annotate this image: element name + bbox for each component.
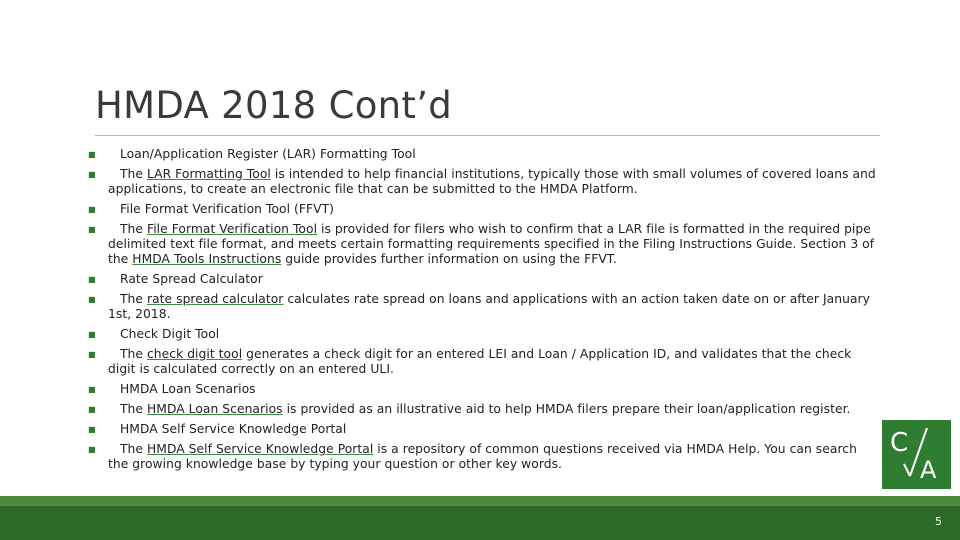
item-heading: HMDA Self Service Knowledge Portal: [120, 422, 347, 436]
hmda-tools-instructions-link[interactable]: HMDA Tools Instructions: [132, 252, 282, 266]
list-item: [88, 147, 878, 162]
ca-logo-icon: [882, 420, 951, 489]
list-item: [88, 327, 878, 342]
item-text: is a repository of common questions received via HMDA Help. You can search the growing knowledge base by typing your question or other key words.: [108, 442, 857, 471]
bullet-icon: ■: [88, 330, 96, 339]
list-item: [88, 222, 878, 267]
rate-spread-calculator-link[interactable]: rate spread calculator: [146, 292, 284, 306]
bullet-icon: ■: [88, 385, 96, 394]
list-item: [88, 382, 878, 397]
item-text: is provided as an illustrative aid to help HMDA filers prepare their loan/application register.: [282, 402, 851, 416]
bullet-icon: ■: [88, 445, 96, 454]
ca-logo: [882, 420, 951, 489]
lar-formatting-tool-link[interactable]: LAR Formatting Tool: [146, 167, 271, 181]
hmda-self-service-portal-link[interactable]: HMDA Self Service Knowledge Portal: [146, 442, 374, 456]
list-item: [88, 292, 878, 322]
logo-letter-a: A: [920, 456, 937, 484]
footer-accent-strip: [0, 496, 960, 506]
item-text: guide provides further information on using the FFVT.: [281, 252, 617, 266]
bullet-icon: ■: [88, 295, 96, 304]
list-item: [88, 272, 878, 287]
list-item: [88, 167, 878, 197]
hmda-loan-scenarios-link[interactable]: HMDA Loan Scenarios: [146, 402, 283, 416]
item-text: calculates rate spread on loans and applications with an action taken date on or after January 1st, 2018.: [108, 292, 870, 321]
item-text: generates a check digit for an entered LEI and Loan / Application ID, and validates that the check digit is calculated correctly on an entered ULI.: [108, 347, 852, 376]
item-heading: Rate Spread Calculator: [120, 272, 263, 286]
check-digit-tool-link[interactable]: check digit tool: [146, 347, 243, 361]
bullet-icon: ■: [88, 150, 96, 159]
page-number: 5: [935, 515, 942, 528]
logo-letter-c: C: [890, 428, 909, 458]
item-text: The: [120, 402, 147, 416]
item-heading: Check Digit Tool: [120, 327, 220, 341]
item-heading: File Format Verification Tool (FFVT): [120, 202, 334, 216]
bullet-list: [88, 147, 878, 477]
item-heading: Loan/Application Register (LAR) Formatting Tool: [120, 147, 416, 161]
item-text: is provided for filers who wish to confirm that a LAR file is formatted in the required pipe delimited text file format, and meets certain formatting requirements specified in the Filing Instructions Guide. Section 3 of the: [108, 222, 875, 266]
item-text: The: [120, 442, 147, 456]
bullet-icon: ■: [88, 350, 96, 359]
item-text: The: [120, 167, 147, 181]
title-divider: [95, 135, 880, 136]
bullet-icon: ■: [88, 170, 96, 179]
bullet-icon: ■: [88, 225, 96, 234]
item-text: is intended to help financial institutions, typically those with small volumes of covered loans and applications, to create an electronic file that can be submitted to the HMDA Platform.: [108, 167, 876, 196]
item-text: The: [120, 292, 147, 306]
bullet-icon: ■: [88, 405, 96, 414]
item-text: The: [120, 222, 147, 236]
list-item: [88, 202, 878, 217]
slide-title: HMDA 2018 Cont’d: [95, 84, 453, 127]
bullet-icon: ■: [88, 205, 96, 214]
bullet-icon: ■: [88, 425, 96, 434]
file-format-verification-tool-link[interactable]: File Format Verification Tool: [146, 222, 318, 236]
item-heading: HMDA Loan Scenarios: [120, 382, 256, 396]
bullet-icon: ■: [88, 275, 96, 284]
list-item: [88, 442, 878, 472]
item-text: The: [120, 347, 147, 361]
list-item: [88, 422, 878, 437]
logo-check-short: [904, 464, 910, 476]
list-item: [88, 402, 878, 417]
list-item: [88, 347, 878, 377]
